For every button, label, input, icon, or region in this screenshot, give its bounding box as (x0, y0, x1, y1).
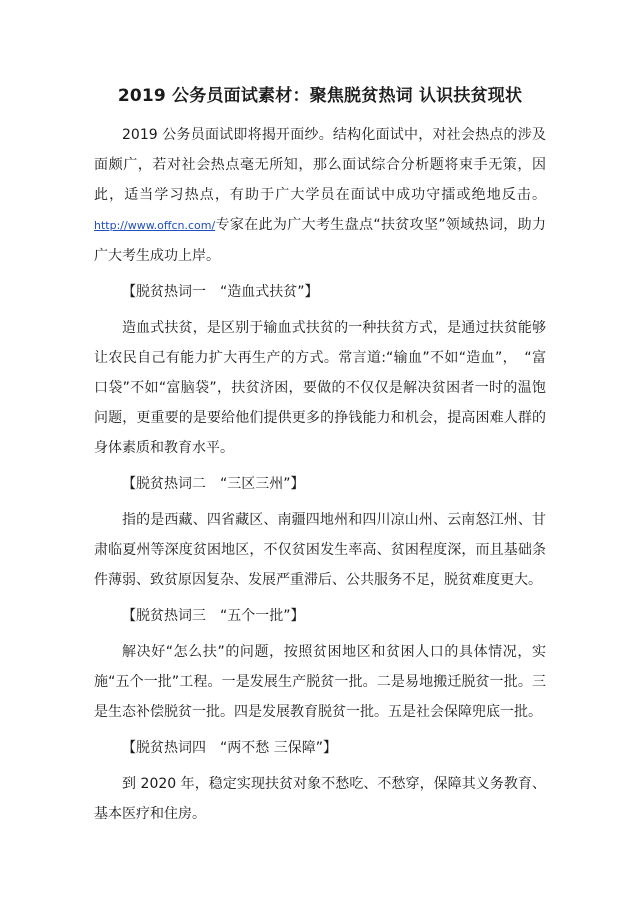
section-heading-1: 【脱贫热词一 “造血式扶贫”】 (122, 284, 319, 300)
section-body-1: 造血式扶贫，是区别于输血式扶贫的一种扶贫方式，是通过扶贫能够让农民自己有能力扩大再生产的方式。常言道:“输血”不如“造血”， “富口袋”不如“富脑袋”，扶贫济困，要做的不仅仅是解决贫困者一时的温饱问题，更重要的是要给他们提供更多的挣钱能力和机会，提高困难人群的身体素质和教育水平。 (94, 320, 546, 456)
section-body-3: 解决好“怎么扶”的问题，按照贫困地区和贫困人口的具体情况，实施“五个一批”工程。一是发展生产脱贫一批。二是易地搬迁脱贫一批。三是生态补偿脱贫一批。四是发展教育脱贫一批。五是社会保障兜底一批。 (94, 644, 546, 720)
section-heading-2: 【脱贫热词二 “三区三州”】 (122, 476, 305, 492)
intro-text-continued: 专家在此为广大考生盘点“扶贫攻坚”领域热词，助力广大考生成功上岸。 (94, 217, 546, 264)
offcn-link[interactable]: http://www.offcn.com/ (94, 219, 216, 232)
document-title: 2019 公务员面试素材：聚焦脱贫热词 认识扶贫现状 (117, 86, 523, 106)
intro-text: 2019 公务员面试即将揭开面纱。结构化面试中，对社会热点的涉及面颇广，若对社会热点毫无所知，那么面试综合分析题将束手无策，因此，适当学习热点，有助于广大学员在面试中成功守擂或绝地反击。 (94, 127, 546, 203)
section-heading-3: 【脱贫热词三 “五个一批”】 (122, 608, 305, 624)
intro-paragraph (94, 120, 546, 271)
section-body-4: 到 2020 年，稳定实现扶贫对象不愁吃、不愁穿，保障其义务教育、基本医疗和住房。 (94, 776, 546, 822)
section-heading-4: 【脱贫热词四 “两不愁 三保障”】 (122, 740, 337, 756)
section-body-2: 指的是西藏、四省藏区、南疆四地州和四川凉山州、云南怒江州、甘肃临夏州等深度贫困地区，不仅贫困发生率高、贫困程度深，而且基础条件薄弱、致贫原因复杂、发展严重滞后、公共服务不足，脱贫难度更大。 (94, 512, 546, 588)
